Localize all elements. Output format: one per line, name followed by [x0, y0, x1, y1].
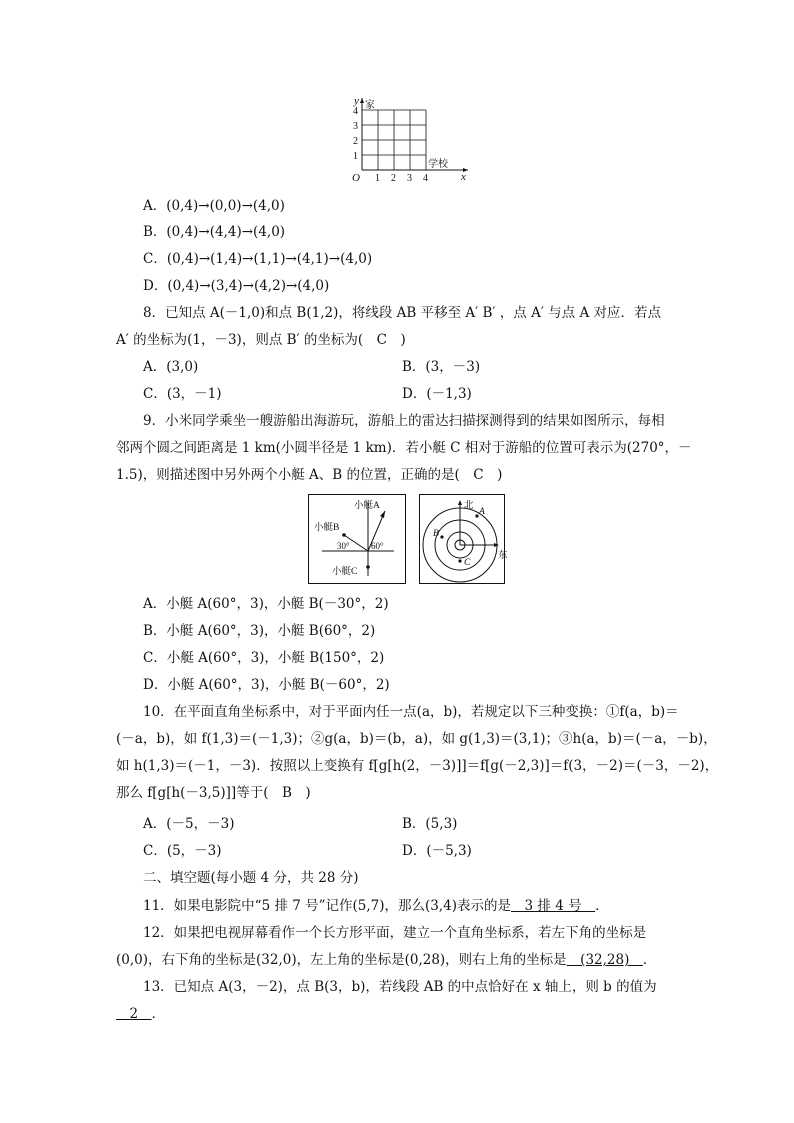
- section-heading: 二、填空题(每小题 4 分，共 28 分): [143, 870, 359, 886]
- q8-stem-line2: A′ 的坐标为(1，－3)，则点 B′ 的坐标为( C ): [116, 332, 406, 348]
- coordinate-grid-figure: [340, 92, 480, 184]
- origin-label: O: [352, 172, 360, 184]
- q12-stem: (0,0)，右下角的坐标是(32,0)，左上角的坐标是(0,28)，则右上角的坐标是: [116, 952, 567, 968]
- school-label: 学校: [428, 159, 448, 170]
- q9-option-b: B．小艇 A(60°，3)，小艇 B(60°，2): [143, 623, 376, 639]
- y-axis-label: y: [354, 95, 359, 107]
- q10-option-b: B．(5,3): [402, 816, 458, 832]
- x-tick: 2: [391, 173, 396, 184]
- boat-b-label: 小艇B: [314, 523, 340, 533]
- x-axis-label: x: [461, 171, 466, 183]
- point-a-label: A: [479, 507, 485, 517]
- q12-answer: (32,28): [566, 952, 643, 968]
- y-tick: 1: [353, 151, 358, 162]
- q10-stem-line1: 10．在平面直角坐标系中，对于平面内任一点(a，b)，若规定以下三种变换：①f(a，b)＝: [143, 704, 679, 720]
- q12-stem-line1: 12．如果把电视屏幕看作一个长方形平面，建立一个直角坐标系，若左下角的坐标是: [143, 925, 647, 941]
- q7-option-a: A．(0,4)→(0,0)→(4,0): [143, 198, 285, 214]
- q9-option-c: C．小艇 A(60°，3)，小艇 B(150°，2): [143, 650, 385, 666]
- q11-stem: 11．如果电影院中“5 排 7 号”记作(5,7)，那么(3,4)表示的是: [143, 898, 512, 914]
- q8-option-d: D．(－1,3): [402, 386, 472, 402]
- point-b-label: B: [433, 529, 439, 539]
- q13-answer: 2: [116, 1006, 152, 1022]
- home-label: 家: [365, 100, 375, 111]
- q11-end: ．: [595, 898, 609, 914]
- q7-option-b: B．(0,4)→(4,4)→(4,0): [143, 224, 286, 240]
- north-label: 北: [464, 501, 474, 511]
- q8-option-c: C．(3，－1): [143, 386, 222, 402]
- q7-option-c: C．(0,4)→(1,4)→(1,1)→(4,1)→(4,0): [143, 251, 373, 267]
- q13-stem-line1: 13．已知点 A(3，－2)，点 B(3，b)，若线段 AB 的中点恰好在 x 轴上，则 b 的值为: [143, 979, 657, 995]
- y-tick: 2: [353, 136, 358, 147]
- point-c-label: C: [464, 558, 471, 568]
- x-tick: 3: [407, 173, 412, 184]
- q8-option-a: A．(3,0): [143, 359, 199, 375]
- q10-stem-line4: 那么 f[g[h(－3,5)]]等于( B ): [116, 785, 311, 801]
- x-tick: 1: [375, 173, 380, 184]
- q11-answer: 3 排 4 号: [511, 898, 596, 914]
- q9-option-a: A．小艇 A(60°，3)，小艇 B(－30°，2): [143, 596, 389, 612]
- boat-angle-figure: [308, 494, 406, 584]
- q13-end: ．: [151, 1006, 166, 1022]
- radar-figure: [419, 494, 511, 584]
- q10-option-d: D．(－5,3): [402, 843, 472, 859]
- angle-30-label: 30°: [337, 541, 350, 551]
- east-label: 东: [498, 551, 508, 561]
- angle-60-label: 60°: [371, 541, 384, 551]
- q10-option-a: A．(－5，－3): [143, 816, 235, 832]
- q8-option-b: B．(3，－3): [402, 359, 481, 375]
- boat-c-label: 小艇C: [332, 567, 358, 577]
- q8-stem-line1: 8．已知点 A(－1,0)和点 B(1,2)，将线段 AB 平移至 A′ B′ ，点 A′ 与点 A 对应．若点: [143, 305, 662, 321]
- q10-stem-line2: (－a，b)，如 f(1,3)＝(－1,3)；②g(a，b)＝(b，a)，如 g(1,3)＝(3,1)；③h(a，b)＝(－a，－b)，: [116, 731, 717, 747]
- q9-stem-line1: 9．小米同学乘坐一艘游船出海游玩，游船上的雷达扫描探测得到的结果如图所示，每相: [143, 413, 665, 429]
- q13-line2: [116, 1004, 165, 1024]
- q10-stem-line3: 如 h(1,3)＝(－1，－3)．按照以上变换有 f[g[h(2，－3)]]＝f[g(－2,3)]＝f(3，－2)＝(－3，－2)，: [116, 758, 719, 774]
- q12-line2: [116, 950, 656, 970]
- q7-option-d: D．(0,4)→(3,4)→(4,2)→(4,0): [143, 278, 330, 294]
- q9-stem-line2: 邻两个圆之间距离是 1 km(小圆半径是 1 km)．若小艇 C 相对于游船的位置可表示为(270°，－: [116, 440, 692, 456]
- q10-option-c: C．(5，－3): [143, 843, 222, 859]
- q9-option-d: D．小艇 A(60°，3)，小艇 B(－60°，2): [143, 677, 390, 693]
- q9-stem-line3: 1.5)，则描述图中另外两个小艇 A、B 的位置，正确的是( C ): [116, 467, 503, 483]
- x-tick: 4: [423, 173, 428, 184]
- y-tick: 4: [353, 106, 358, 117]
- boat-a-label: 小艇A: [354, 501, 380, 511]
- y-tick: 3: [353, 121, 358, 132]
- q11-line: [143, 896, 609, 916]
- q12-end: ．: [642, 952, 657, 968]
